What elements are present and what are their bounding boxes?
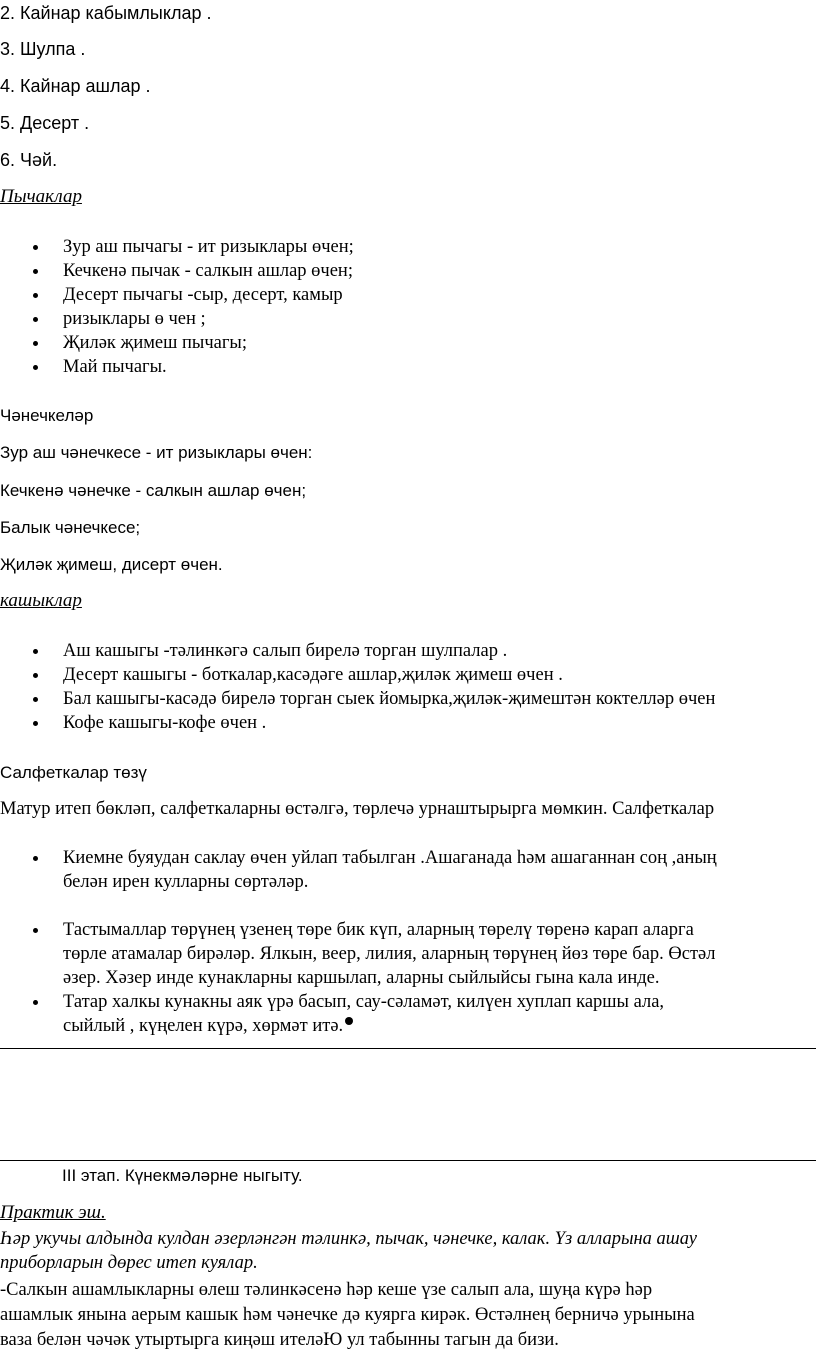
menu-item-3: 3. Шулпа . — [0, 39, 86, 59]
list-item: Киемне буяудан саклау өчен уйлап табылган .Ашаганада һәм ашаганнан соң ,аның белән ирен кулларны сөртәләр. — [0, 846, 816, 894]
knives-heading: Пычаклар — [0, 186, 82, 207]
stage-title: III этап. Күнекмәләрне ныгыту. — [62, 1166, 303, 1185]
bullet-icon — [33, 928, 38, 933]
list-item: Кечкенә пычак - салкын ашлар өчен; — [0, 259, 816, 283]
napkins-intro: Матур итеп бөкләп, салфеткаларны өстәлгә, төрлечә урнаштырырга мөмкин. Салфеткалар — [0, 799, 715, 819]
menu-item-2: 2. Кайнар кабымлыклар . — [0, 3, 212, 23]
list-item: Татар халкы кунакны аяк үрә басып, сау-сәламәт, килүен хуплап каршы ала, сыйлый , күңелен күрә, хөрмәт итә. — [0, 990, 816, 1038]
napkins-heading: Салфеткалар төзү — [0, 763, 147, 782]
bullet-icon — [345, 1017, 353, 1025]
list-item: Тастымаллар төрүнең үзенең төре бик күп, аларның төрелү төренә карап аларга төрле атамалар бирәләр. Ялкын, веер, лилия, аларның төрүнең йөз төре бар. Өстәл әзер. Хәзер инде кунакларны каршылап, аларны сыйлыйсы гына кала инде. — [0, 918, 816, 990]
bullet-icon — [33, 269, 38, 274]
bullet-icon — [33, 721, 38, 726]
bullet-icon — [33, 649, 38, 654]
divider — [0, 1048, 816, 1049]
bullet-icon — [33, 341, 38, 346]
bullet-icon — [33, 673, 38, 678]
practice-body-line: ваза белән чәчәк утыртырга киңәш итeләЮ ул табынны тагын да бизи. — [0, 1330, 559, 1350]
bullet-icon — [33, 697, 38, 702]
napkins-list-1 — [0, 846, 816, 894]
knives-list — [0, 235, 816, 379]
practice-body-line: -Салкын ашамлыкларны өлеш тәлинкәсенә һәр кеше үзе салып ала, шуңа күрә һәр — [0, 1280, 653, 1300]
practice-heading: Практик эш. — [0, 1202, 106, 1223]
list-item: Май пычагы. — [0, 355, 816, 379]
list-item: Зур аш пычагы - ит ризыклары өчен; — [0, 235, 816, 259]
forks-heading: Чәнечкеләр — [0, 406, 94, 425]
bullet-icon — [33, 245, 38, 250]
bullet-icon — [33, 293, 38, 298]
forks-line: Кечкенә чәнечке - салкын ашлар өчен; — [0, 481, 307, 500]
menu-item-5: 5. Десерт . — [0, 113, 90, 133]
practice-italic-line: приборларын дөрес итеп куялар. — [0, 1253, 258, 1273]
bullet-icon — [33, 365, 38, 370]
list-item: Җиләк җимеш пычагы; — [0, 331, 816, 355]
napkins-list-2 — [0, 918, 816, 1038]
list-item: Кофе кашыгы-кофе өчен . — [0, 711, 816, 735]
forks-line: Балык чәнечкесе; — [0, 518, 141, 537]
list-item: Аш кашыгы -тәлинкәгә салып бирелә торган шулпалар . — [0, 639, 816, 663]
bullet-icon — [33, 856, 38, 861]
menu-item-6: 6. Чәй. — [0, 150, 58, 170]
bullet-icon — [33, 317, 38, 322]
forks-line: Зур аш чәнечкесе - ит ризыклары өчен: — [0, 443, 313, 462]
list-item: Бал кашыгы-касәдә бирелә торган сыек йомырка,җиләк-җимештән коктелләр өчен — [0, 687, 816, 711]
spoons-list — [0, 639, 816, 735]
spoons-heading: кашыклар — [0, 590, 82, 611]
practice-italic-line: Һәр укучы алдында кулдан әзерләнгән тәлинкә, пычак, чәнечке, калак. Үз алларына ашау — [0, 1229, 697, 1249]
divider — [0, 1160, 816, 1161]
menu-item-4: 4. Кайнар ашлар . — [0, 76, 151, 96]
practice-body-line: ашамлык янына аерым кашык һәм чәнечке дә куярга кирәк. Өстәлнең берничә урынына — [0, 1305, 695, 1325]
list-item: Десерт кашыгы - боткалар,касәдәге ашлар,җиләк җимеш өчен . — [0, 663, 816, 687]
forks-line: Җиләк җимеш, дисерт өчен. — [0, 555, 223, 574]
bullet-icon — [33, 1000, 38, 1005]
list-item: ризыклары ө чен ; — [0, 307, 816, 331]
list-item: Десерт пычагы -сыр, десерт, камыр — [0, 283, 816, 307]
